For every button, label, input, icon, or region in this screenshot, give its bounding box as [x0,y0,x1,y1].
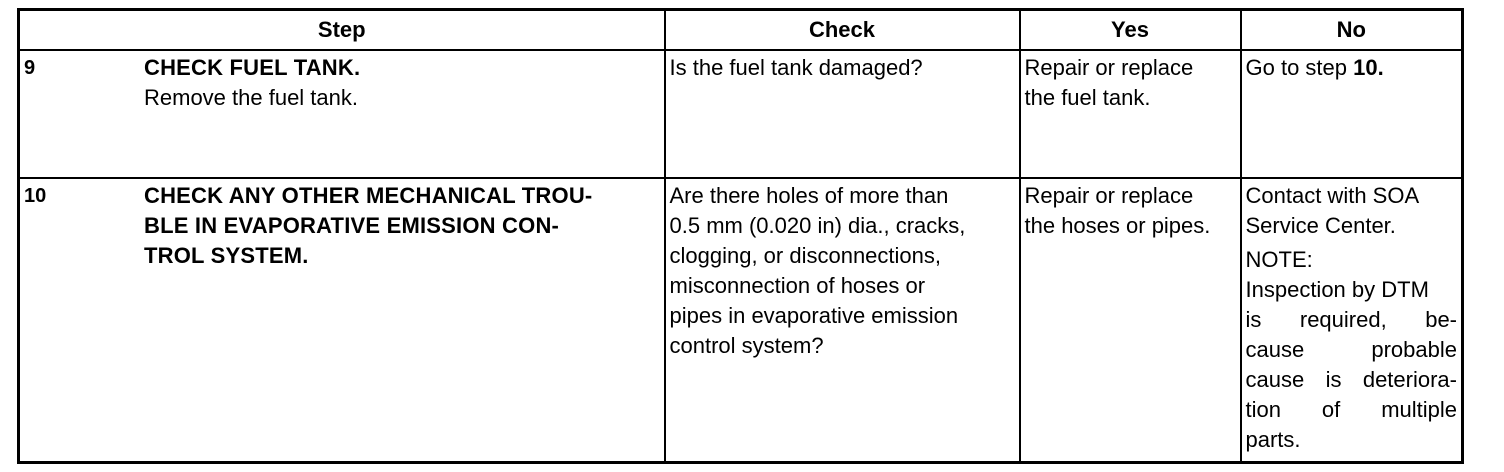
step-number: 9 [24,57,36,79]
yes-cell [1020,178,1241,463]
step-header: Step [19,10,665,51]
note-label: NOTE: [1245,247,1313,272]
step-title-line: TROL SYSTEM. [144,243,309,268]
step-title: CHECK FUEL TANK. [144,55,361,80]
check-header: Check [665,10,1020,51]
note-line: is required, be- [1245,307,1457,332]
table-row [19,50,1463,178]
check-line: misconnection of hoses or [669,273,926,298]
check-line: clogging, or disconnections, [669,243,941,268]
yes-header: Yes [1020,10,1241,51]
check-line: control system? [669,333,824,358]
no-cell [1241,178,1463,463]
yes-text-line: Repair or replace [1024,183,1194,208]
no-text: Go to step [1245,55,1354,80]
header-row [19,10,1463,51]
no-cell [1241,50,1463,178]
table-row [19,178,1463,463]
step-detail: Remove the fuel tank. [144,85,359,110]
check-line: Are there holes of more than [669,183,949,208]
no-header: No [1241,10,1463,51]
note-line: cause is deteriora- [1245,367,1457,392]
check-line: 0.5 mm (0.020 in) dia., cracks, [669,213,966,238]
no-text-line: Contact with SOA [1245,183,1420,208]
step-number: 10 [24,185,47,207]
yes-text-line: Repair or replace [1024,55,1194,80]
step-title-line: CHECK ANY OTHER MECHANICAL TROU- [144,183,593,208]
note-line: parts. [1245,427,1301,452]
yes-text-line: the hoses or pipes. [1024,213,1211,238]
check-line: pipes in evaporative emission [669,303,959,328]
diagnostic-table [17,8,1464,464]
check-cell [665,178,1020,463]
note-line: Inspection by DTM [1245,277,1429,302]
step-cell [19,178,665,463]
next-step-ref: 10. [1353,55,1384,80]
step-title-line: BLE IN EVAPORATIVE EMISSION CON- [144,213,560,238]
no-text-line: Service Center. [1245,213,1396,238]
yes-cell [1020,50,1241,178]
step-cell [19,50,665,178]
check-cell [665,50,1020,178]
check-text: Is the fuel tank damaged? [669,55,923,80]
note-line: tion of multiple [1245,397,1457,422]
yes-text-line: the fuel tank. [1024,85,1151,110]
note-line: cause probable [1245,337,1457,362]
